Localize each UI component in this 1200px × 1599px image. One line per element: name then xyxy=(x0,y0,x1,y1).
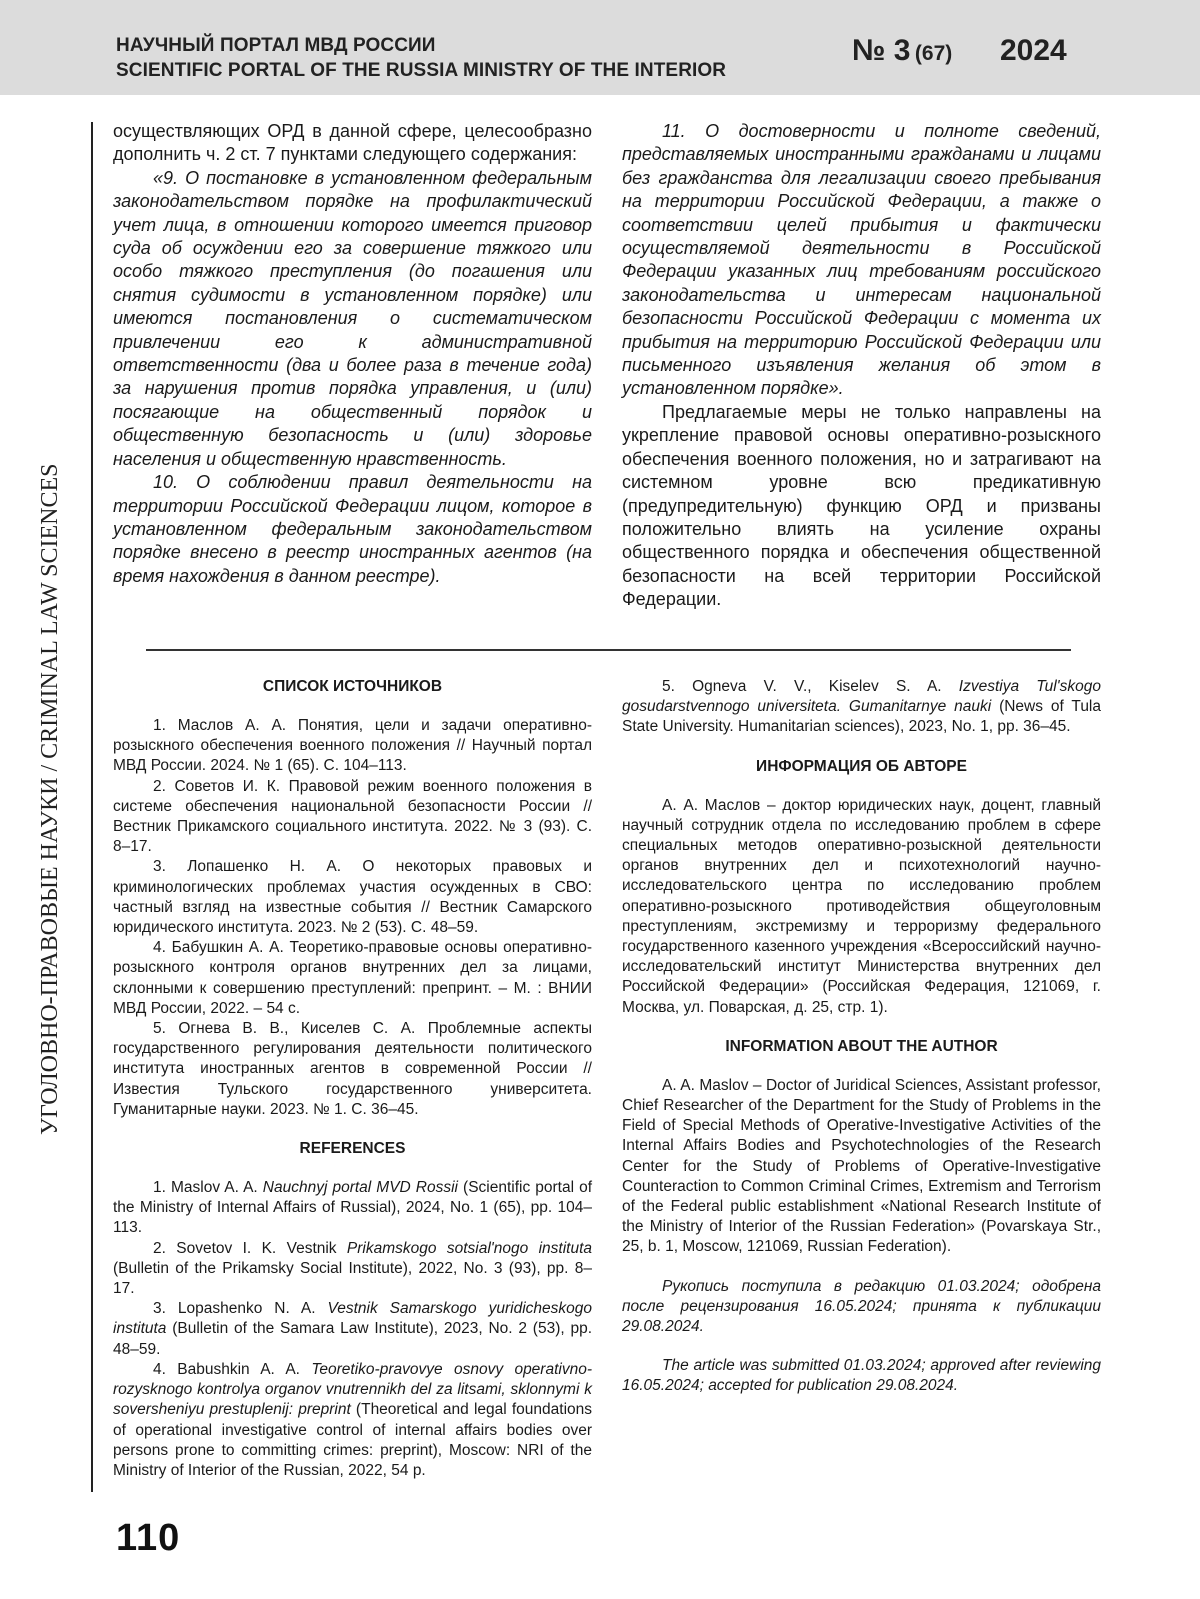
issue-total: (67) xyxy=(914,42,953,65)
section-divider xyxy=(146,649,1071,651)
issue-year: 2024 xyxy=(1000,34,1067,67)
source-item: 1. Маслов А. А. Понятия, цели и задачи оперативно-розыскного обеспечения военного положения // Научный портал МВД России. 2024. № 1 (65). С. 104–113. xyxy=(113,717,592,775)
page-number: 110 xyxy=(116,1517,181,1559)
body-column-right xyxy=(622,120,1101,612)
reference-source-title: Prikamskogo sotsial'nogo instituta xyxy=(346,1239,592,1257)
source-item: 2. Советов И. К. Правовой режим военного положения в системе обеспечения национальной безопасности России // Вестник Прикамского социального института. 2022. № 3 (93). С. 8–17. xyxy=(113,777,592,856)
reference-item: 5. Ogneva V. V., Kiselev S. A. Izvestiya Tul'skogo gosudarstvennogo universiteta. Gumanitarnye nauki (News of Tula State University. Humanitarian sciences), 2023, No. 1, pp. 36–45. xyxy=(622,678,1101,736)
sources-heading: СПИСОК ИСТОЧНИКОВ xyxy=(262,678,443,695)
references-column-right xyxy=(622,677,1101,1397)
references-heading: REFERENCES xyxy=(299,1140,406,1158)
section-side-title: УГОЛОВНО-ПРАВОВЫЕ НАУКИ / CRIMINAL LAW SCIENCES xyxy=(37,463,63,1135)
body-paragraph: Предлагаемые меры не только направлены на укрепление правовой основы оперативно-розыскного обеспечения военного положения, но и затрагивают на системном уровне всю предикативную (предупредительную) функцию ОРД и призваны положительно влиять на усиление охраны общественного порядка и обеспечения общественной безопасности на всей территории Российской Федерации. xyxy=(622,401,1101,610)
journal-title-en: SCIENTIFIC PORTAL OF THE RUSSIA MINISTRY OF THE INTERIOR xyxy=(116,60,727,81)
reference-source-title: Vestnik Samarskogo yuridicheskogo instituta xyxy=(113,1300,592,1338)
reference-source-title: Nauchnyj portal MVD Rossii xyxy=(262,1179,458,1197)
issue-number: № 3 xyxy=(852,34,911,67)
author-info-ru: А. А. Маслов – доктор юридических наук, доцент, главный научный сотрудник отдела по исследованию проблем в сфере специальных методов оперативно-розыскной деятельности органов внутренних дел и психотехнологий научно-исследовательского центра по исследованию проблем оперативно-розыскного противодействия общеуголовным преступлениям, экстремизму и терроризму федерального государственного казенного учреждения «Всероссийский научно-исследовательский институт Министерства внутренних дел Российской Федерации» (Российская Федерация, 121069, г. Москва, ул. Поварская, д. 25, стр. 1). xyxy=(622,796,1101,1016)
body-paragraph: 11. О достоверности и полноте сведений, представляемых иностранными гражданами и лицами без гражданства для легализации своего пребывания на территории Российской Федерации, а также о соответствии целей прибытия и фактически осуществляемой деятельности в Российской Федерации указанных лиц требованиям российского законодательства и интересам национальной безопасности Российской Федерации с момента их прибытия на территорию Российской Федерации или письменного изъявления желания об этом в установленном порядке». xyxy=(622,121,1101,399)
reference-item: 2. Sovetov I. K. Vestnik Prikamskogo sotsial'nogo instituta (Bulletin of the Prikamsky Social Institute), 2022, No. 3 (93), pp. 8–17. xyxy=(113,1239,592,1298)
reference-item: 1. Maslov A. A. Nauchnyj portal MVD Rossii (Scientific portal of the Ministry of Internal Affairs of Russial), 2024, No. 1 (65), pp. 104–113. xyxy=(113,1179,593,1237)
source-item: 3. Лопашенко Н. А. О некоторых правовых и криминологических проблемах участия осужденных в СВО: частный взгляд на известные события // Вестник Самарского юридического института. 2023. № 2 (53). С. 48–59. xyxy=(113,858,592,937)
issue-label xyxy=(852,34,952,68)
author-info-en: A. A. Maslov – Doctor of Juridical Sciences, Assistant professor, Chief Researcher of the Department for the Study of Problems in the Field of Special Methods of Operative-Investigative Activities of the Internal Affairs Bodies and Psychotechnologies of the Research Center for the Study of Problems of Operative-Investigative Counteraction to Common Criminal Crimes, Extremism and Terrorism of the Federal public establishment «National Research Institute of the Ministry of Interior of the Russian Federation» (Povarskaya Str., 25, b. 1, Moscow, 121069, Russian Federation). xyxy=(622,1076,1101,1256)
side-rule xyxy=(91,122,93,1492)
author-info-heading-en: INFORMATION ABOUT THE AUTHOR xyxy=(725,1037,998,1055)
references-column-left xyxy=(113,677,592,1481)
body-column-left xyxy=(113,120,592,588)
submission-dates-en: The article was submitted 01.03.2024; approved after reviewing 16.05.2024; accepted for publication 29.08.2024. xyxy=(622,1357,1101,1395)
source-item: 5. Огнева В. В., Киселев С. А. Проблемные аспекты государственного регулирования деятельности политического института иностранных агентов в современной России // Известия Тульского государственного университета. Гуманитарные науки. 2023. № 1. С. 36–45. xyxy=(113,1020,592,1118)
reference-item: 3. Lopashenko N. A. Vestnik Samarskogo yuridicheskogo instituta (Bulletin of the Samara Law Institute), 2023, No. 2 (53), pp. 48–59. xyxy=(113,1300,592,1358)
page-header xyxy=(0,0,1200,95)
body-paragraph: осуществляющих ОРД в данной сфере, целесообразно дополнить ч. 2 ст. 7 пунктами следующего содержания: xyxy=(113,121,592,165)
journal-title-ru: НАУЧНЫЙ ПОРТАЛ МВД РОССИИ xyxy=(116,35,436,56)
author-info-heading-ru: ИНФОРМАЦИЯ ОБ АВТОРЕ xyxy=(756,757,967,775)
source-item: 4. Бабушкин А. А. Теоретико-правовые основы оперативно-розыскного контроля органов внутренних дел за лицами, склонными к совершению преступлений: препринт. – М. : ВНИИ МВД России, 2022. – 54 с. xyxy=(113,939,592,1017)
reference-source-title: Teoretiko-pravovye osnovy operativno-rozysknogo kontrolya organov vnutrennikh del za litsami, sklonnymi k soversheniyu prestuplenij: preprint xyxy=(113,1360,592,1419)
reference-item: 4. Babushkin A. A. Teoretiko-pravovye osnovy operativno-rozysknogo kontrolya organov vnutrennikh del za litsami, sklonnymi k soversheniyu prestuplenij: preprint (Theoretical and legal foundations of operational investigative control of internal affairs bodies over persons prone to committing crimes: preprint), Moscow: NRI of the Ministry of Interior of the Russian, 2022, 54 p. xyxy=(113,1360,592,1479)
submission-dates-ru: Рукопись поступила в редакцию 01.03.2024; одобрена после рецензирования 16.05.2024; принята к публикации 29.08.2024. xyxy=(622,1277,1101,1336)
body-paragraph: «9. О постановке в установленном федеральным законодательством порядке на профилактический учет лица, в отношении которого имеется приговор суда об осуждении его за совершение тяжкого или особо тяжкого преступления (до погашения или снятия судимости в установленном порядке) или имеются постановления о систематическом привлечении его к административной ответственности (два и более раза в течение года) за нарушения против порядка управления, и (или) посягающие на общественный порядок и общественную безопасность и (или) здоровье населения и общественную нравственность. xyxy=(113,167,592,469)
body-paragraph: 10. О соблюдении правил деятельности на территории Российской Федерации лицом, которое в установленном федеральным законодательством порядке внесено в реестр иностранных агентов (на время нахождения в данном реестре). xyxy=(113,472,592,586)
reference-source-title: Izvestiya Tul'skogo gosudarstvennogo universiteta. Gumanitarnye nauki xyxy=(622,678,1101,716)
